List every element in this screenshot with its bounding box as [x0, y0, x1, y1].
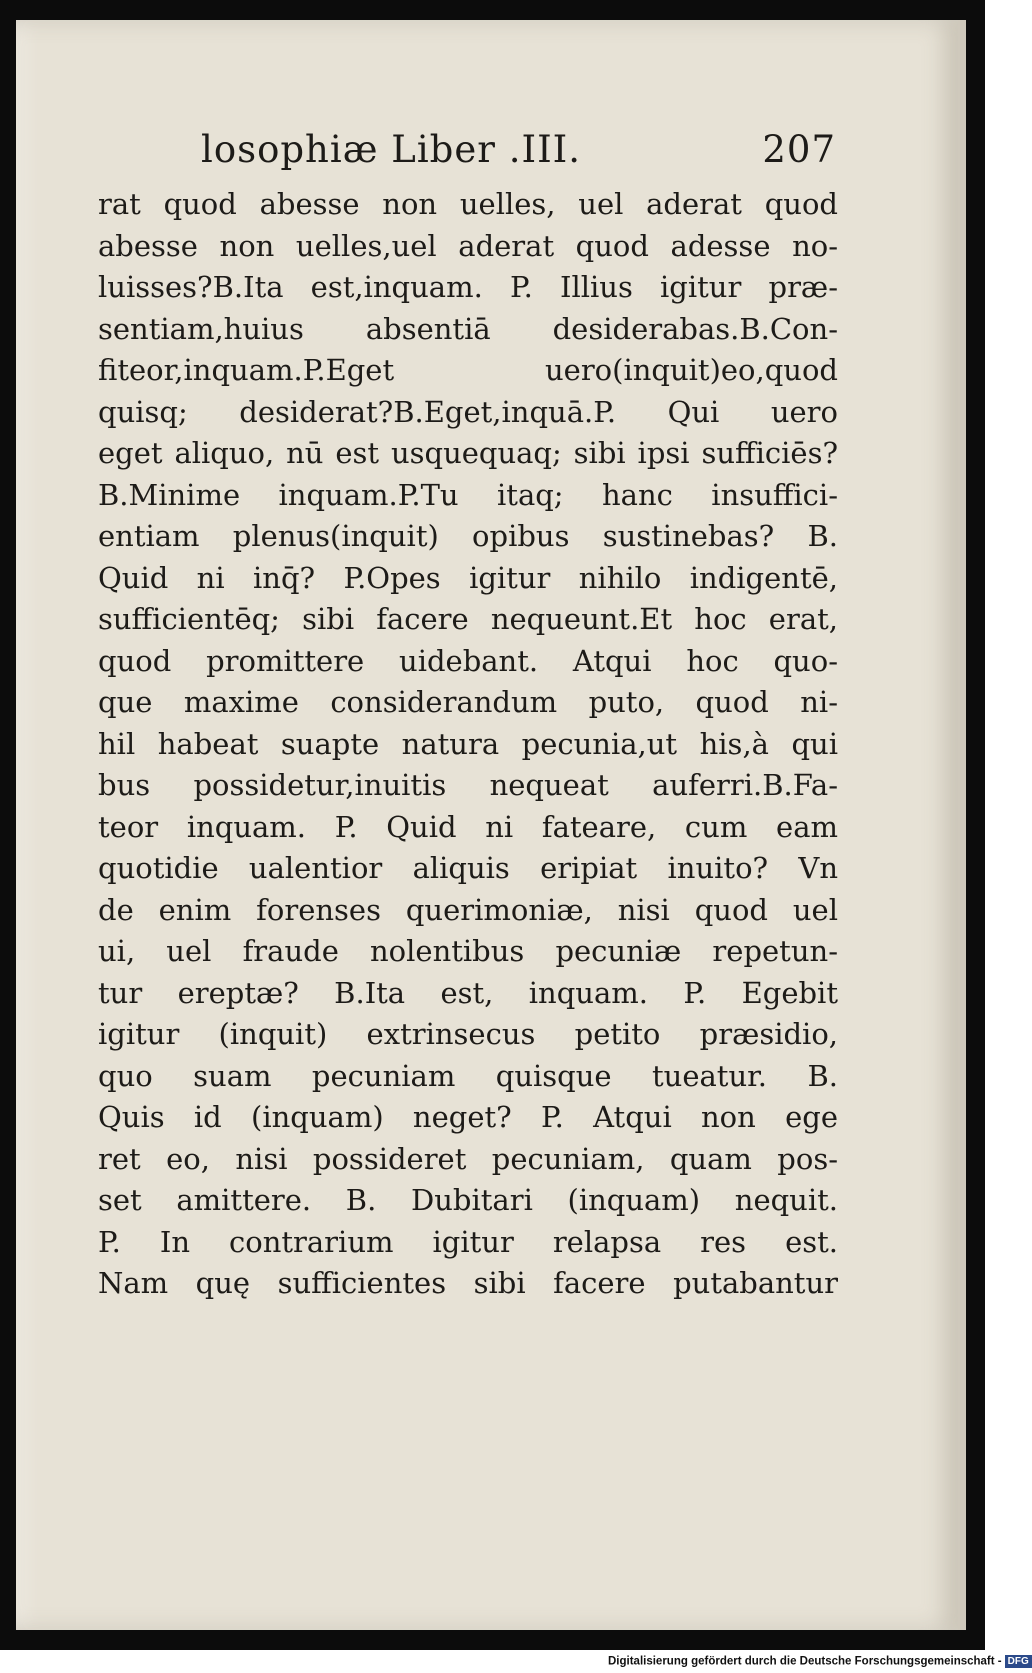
credit-text: Digitalisierung gefördert durch die Deutsche Forschungsgemeinschaft -: [608, 1655, 1002, 1668]
text-line-14: hil habeat suapte natura pecunia,ut his,à qui: [98, 726, 838, 761]
text-line-17: quotidie ualentior aliquis eripiat inuito? Vn: [98, 851, 838, 885]
dfg-logo-icon: DFG: [1005, 1655, 1032, 1668]
text-line-18: de enim forenses querimoniæ, nisi quod uel: [98, 892, 838, 927]
text-line-10: Quid ni inq̄? P.Opes igitur nihilo indigentē,: [98, 560, 838, 595]
text-line-24: ret eo, nisi possideret pecuniam, quam pos-: [98, 1141, 838, 1176]
text-line-2: abesse non uelles,uel aderat quod adesse no-: [98, 228, 838, 263]
text-line-22: quo suam pecuniam quisque tueatur. B.: [98, 1058, 838, 1093]
running-title: losophiæ Liber .III.: [201, 128, 582, 171]
body-text: [98, 184, 838, 1305]
text-line-19: ui, uel fraude nolentibus pecuniæ repetun-: [98, 934, 838, 968]
text-line-7: eget aliquo, nū est usquequaq; sibi ipsi sufficiēs?: [98, 436, 838, 470]
text-line-27: Nam quę sufficientes sibi facere putabantur: [98, 1266, 838, 1300]
text-line-5: fiteor,inquam.P.Eget uero(inquit)eo,quod: [98, 353, 838, 387]
text-line-16: teor inquam. P. Quid ni fateare, cum eam: [98, 809, 838, 844]
text-line-8: B.Minime inquam.P.Tu itaq; hanc insuffici-: [98, 477, 838, 512]
text-line-9: entiam plenus(inquit) opibus sustinebas? B.: [98, 519, 838, 553]
text-line-21: igitur (inquit) extrinsecus petito præsidio,: [98, 1017, 838, 1051]
book-page: [16, 20, 966, 1630]
text-line-23: Quis id (inquam) neget? P. Atqui non ege: [98, 1100, 838, 1134]
text-line-13: que maxime considerandum puto, quod ni-: [98, 685, 838, 719]
digitization-credit: [608, 1655, 1032, 1671]
text-line-4: sentiam,huius absentiā desiderabas.B.Con-: [98, 311, 838, 346]
text-line-1: rat quod abesse non uelles, uel aderat quod: [98, 187, 838, 221]
text-line-12: quod promittere uidebant. Atqui hoc quo-: [98, 643, 838, 678]
text-line-25: set amittere. B. Dubitari (inquam) nequit.: [98, 1183, 838, 1217]
text-line-26: P. In contrarium igitur relapsa res est.: [98, 1224, 838, 1259]
text-line-11: sufficientēq; sibi facere nequeunt.Et hoc erat,: [98, 602, 838, 636]
text-line-3: luisses?B.Ita est,inquam. P. Illius igitur præ-: [98, 270, 838, 304]
page-number: 207: [762, 128, 836, 171]
text-line-15: bus possidetur,inuitis nequeat auferri.B.Fa-: [98, 768, 838, 802]
page-header: [201, 128, 836, 180]
text-line-6: quisq; desiderat?B.Eget,inquā.P. Qui uero: [98, 394, 838, 429]
text-line-20: tur ereptæ? B.Ita est, inquam. P. Egebit: [98, 975, 838, 1010]
